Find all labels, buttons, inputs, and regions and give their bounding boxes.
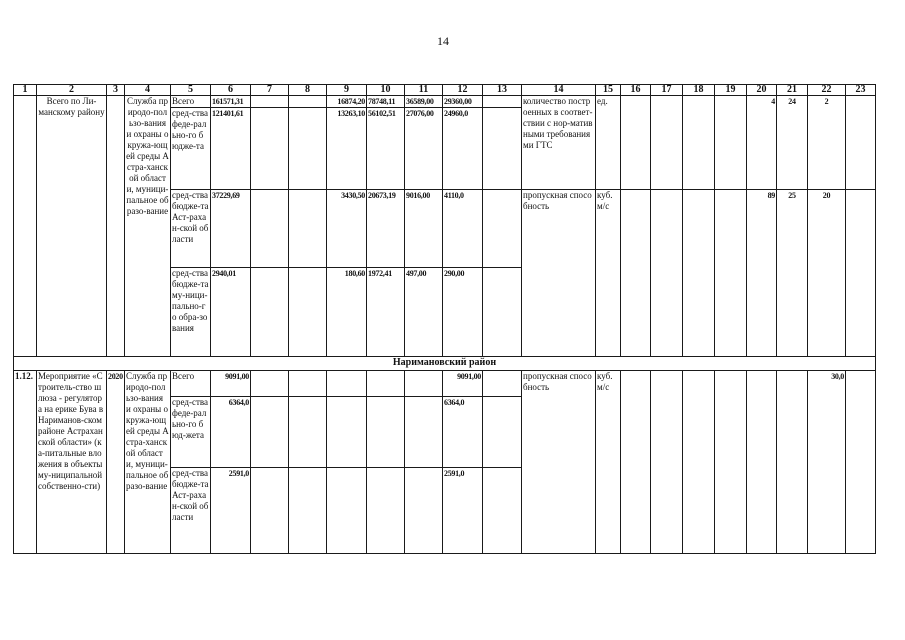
value-cell: 56102,51 [367, 108, 405, 190]
value-cell: 3430,50 [327, 190, 367, 268]
value-cell: 78748,11 [367, 96, 405, 108]
col-num: 13 [483, 85, 522, 96]
indicator-cell: пропускная способность [522, 371, 596, 554]
funding-source: сред-ства бюдже-та му-ници-пально-го обра-зования [171, 268, 211, 357]
value-cell: 2591,0 [211, 468, 251, 554]
col-num: 20 [747, 85, 777, 96]
executor-cell: Служба природо-пользо-вания и охраны окружа-ющей среды Астра-ханской области, муници-пальное образо-вание [125, 371, 171, 554]
col-num: 23 [846, 85, 876, 96]
col-num: 7 [251, 85, 289, 96]
value-cell: 9091,00 [443, 371, 483, 397]
value-cell: 9016,00 [405, 190, 443, 268]
col-num: 15 [596, 85, 621, 96]
district-total-name: Всего по Ли-манскому району [37, 96, 107, 357]
col-num: 18 [683, 85, 715, 96]
value-cell: 13263,10 [327, 108, 367, 190]
value-cell: 24960,0 [443, 108, 483, 190]
value-cell: 4110,0 [443, 190, 483, 268]
value-cell: 89 [747, 190, 777, 357]
unit-cell: куб. м/с [596, 190, 621, 357]
value-cell: 290,00 [443, 268, 483, 357]
col-num: 16 [621, 85, 651, 96]
value-cell: 1972,41 [367, 268, 405, 357]
value-cell: 9091,00 [211, 371, 251, 397]
value-cell: 2940,01 [211, 268, 251, 357]
col-num: 17 [651, 85, 683, 96]
value-cell: 2 [808, 96, 846, 190]
value-cell: 20 [808, 190, 846, 357]
col-num: 9 [327, 85, 367, 96]
col-num: 6 [211, 85, 251, 96]
col-num: 3 [107, 85, 125, 96]
col-num: 10 [367, 85, 405, 96]
col-num: 14 [522, 85, 596, 96]
section-row [14, 357, 876, 371]
funding-source: сред-ства феде-ральнo-го бюд-жета [171, 397, 211, 468]
col-num: 12 [443, 85, 483, 96]
unit-cell: ед. [596, 96, 621, 190]
funding-source: сред-ства бюдже-та Аст-рахан-ской области [171, 468, 211, 554]
value-cell: 30,0 [808, 371, 846, 554]
funding-source: сред-ства феде-ральнo-го бюдже-та [171, 108, 211, 190]
value-cell: 24 [777, 96, 808, 190]
unit-cell: куб. м/с [596, 371, 621, 554]
value-cell: 2591,0 [443, 468, 483, 554]
value-cell: 25 [777, 190, 808, 357]
col-num: 19 [715, 85, 747, 96]
value-cell: 121401,61 [211, 108, 251, 190]
col-num: 21 [777, 85, 808, 96]
value-cell: 36589,00 [405, 96, 443, 108]
col-num: 1 [14, 85, 37, 96]
col-num: 22 [808, 85, 846, 96]
value-cell: 180,60 [327, 268, 367, 357]
value-cell: 37229,69 [211, 190, 251, 268]
col-num: 2 [37, 85, 107, 96]
table-row [14, 96, 876, 108]
executor-cell: Служба природо-пользо-вания и охраны окружа-ющей среды Астра-ханской области, муници-пальное образо-вание [125, 96, 171, 357]
value-cell: 6364,0 [443, 397, 483, 468]
indicator-cell: количество построенных в соответ-ствии с нор-мативными требованиями ГТС [522, 96, 596, 190]
value-cell: 6364,0 [211, 397, 251, 468]
funding-source: сред-ства бюдже-та Аст-рахан-ской области [171, 190, 211, 268]
value-cell: 497,00 [405, 268, 443, 357]
measure-name: Мероприятие «Строитель-ство шлюза - регулятора на ерике Бува в Нариманов-ском районе Астраханской области» (ка-питальные вложения в объекты му-ниципальной собственно-сти) [37, 371, 107, 554]
table-row [14, 371, 876, 397]
value-cell: 16874,20 [327, 96, 367, 108]
value-cell: 4 [747, 96, 777, 190]
section-title: Наримановский район [14, 357, 876, 371]
year-cell: 2020 [107, 371, 125, 554]
column-number-row [14, 85, 876, 96]
col-num: 8 [289, 85, 327, 96]
col-num: 4 [125, 85, 171, 96]
funding-source: Всего [171, 96, 211, 108]
program-table [13, 84, 876, 554]
value-cell: 29360,00 [443, 96, 483, 108]
funding-source: Всего [171, 371, 211, 397]
page-number: 14 [437, 34, 449, 48]
value-cell: 20673,19 [367, 190, 405, 268]
value-cell: 161571,31 [211, 96, 251, 108]
value-cell: 27076,00 [405, 108, 443, 190]
col-num: 11 [405, 85, 443, 96]
item-number: 1.12. [14, 371, 37, 554]
col-num: 5 [171, 85, 211, 96]
indicator-cell: пропускная способность [522, 190, 596, 357]
